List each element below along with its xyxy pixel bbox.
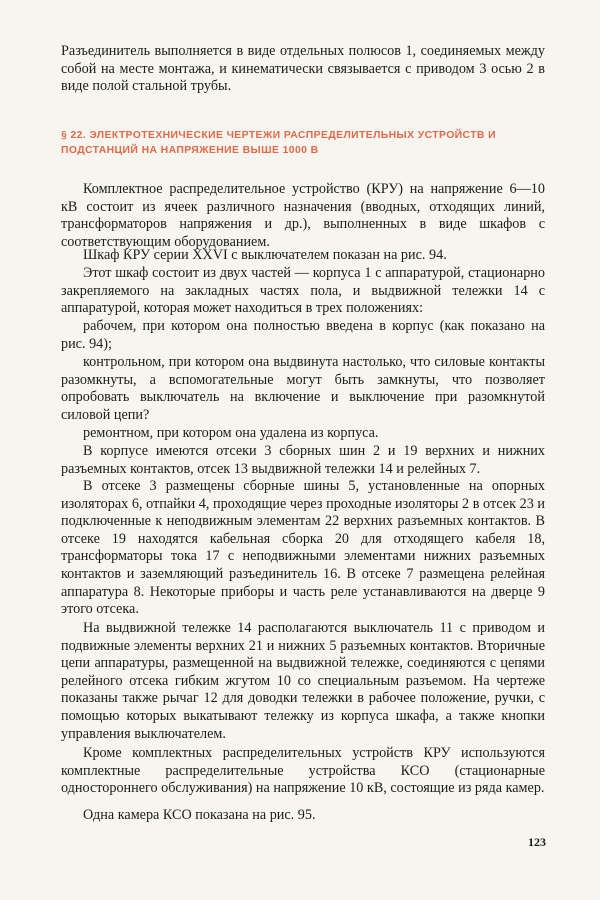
- intro-paragraph: Разъединитель выполняется в виде отдельных полюсов 1, соединяемых между собой на месте монтажа, и кинематически связывается с приводом 3 осью 2 в виде полой стальной трубы.: [61, 43, 545, 95]
- paragraph-repair-position: ремонтном, при котором она удалена из корпуса.: [83, 425, 379, 441]
- paragraph-kso-chamber: Одна камера КСО показана на рис. 95.: [83, 807, 316, 823]
- paragraph-trolley: На выдвижной тележке 14 располагаются выключатель 11 с приводом и подвижные элементы верхних 21 и нижних 5 разъемных контактов. Вторичные цепи аппаратуры, размещенной на выдвижной тележке, соединяются с цепями релейного отсека гибким жгутом 10 со специальным разъемом. На чертеже показаны также рычаг 12 для доводки тележки в рабочее положение, ручки, с помощью которых выкатывают тележку из корпуса шкафа, а также кнопки управления выключателем.: [61, 620, 545, 742]
- paragraph-compartments: В корпусе имеются отсеки 3 сборных шин 2 и 19 верхних и нижних разъемных контактов, отсек 13 выдвижной тележки 14 и релейных 7.: [61, 443, 545, 477]
- paragraph-compartment-3: В отсеке 3 размещены сборные шины 5, установленные на опорных изоляторах 6, отпайки 4, проходящие через проходные изоляторы 2 в отсек 23 и подключенные к неподвижным элементам 22 верхних разъемных контактов. В отсеке 19 находятся кабельная сборка 20 для отходящего кабеля 18, трансформаторы тока 17 с неподвижными элементами нижних разъемных контактов и заземляющий разъединитель 16. В отсеке 7 размещена релейная аппаратура 8. Некоторые приборы и часть реле устанавливаются на дверце 9 этого отсека.: [61, 478, 545, 618]
- section-heading: § 22. ЭЛЕКТРОТЕХНИЧЕСКИЕ ЧЕРТЕЖИ РАСПРЕДЕЛИТЕЛЬНЫХ УСТРОЙСТВ И ПОДСТАНЦИЙ НА НАПРЯЖЕНИЕ ВЫШЕ 1000 В: [61, 130, 496, 156]
- page-number: 123: [528, 835, 546, 849]
- paragraph-kso: Кроме комплектных распределительных устройств КРУ используются комплектные распределительные устройства КСО (стационарные одностороннего обслуживания) на напряжение 10 кВ, состоящие из ряда камер.: [61, 745, 545, 797]
- paragraph-kru-cabinet: Шкаф КРУ серии XXVI с выключателем показан на рис. 94.: [83, 247, 447, 263]
- paragraph-cabinet-parts: Этот шкаф состоит из двух частей — корпуса 1 с аппаратурой, стационарно закрепляемого на закладных частях пола, и выдвижной тележки 14 с аппаратурой, которая может находиться в трех положениях:: [61, 265, 545, 317]
- paragraph-control-position: контрольном, при котором она выдвинута настолько, что силовые контакты разомкнуты, а вспомогательные могут быть замкнуты, что позволяет опробовать выключатель на включение и выключение при разомкнутой силовой цепи?: [61, 354, 545, 423]
- paragraph-working-position: рабочем, при котором она полностью введена в корпус (как показано на рис. 94);: [61, 318, 545, 352]
- paragraph-kru-definition: Комплектное распределительное устройство (КРУ) на напряжение 6—10 кВ состоит из ячеек различного назначения (вводных, отходящих линий, трансформаторов напряжения и др.), выполненных в виде шкафов с соответствующим оборудованием.: [61, 181, 545, 250]
